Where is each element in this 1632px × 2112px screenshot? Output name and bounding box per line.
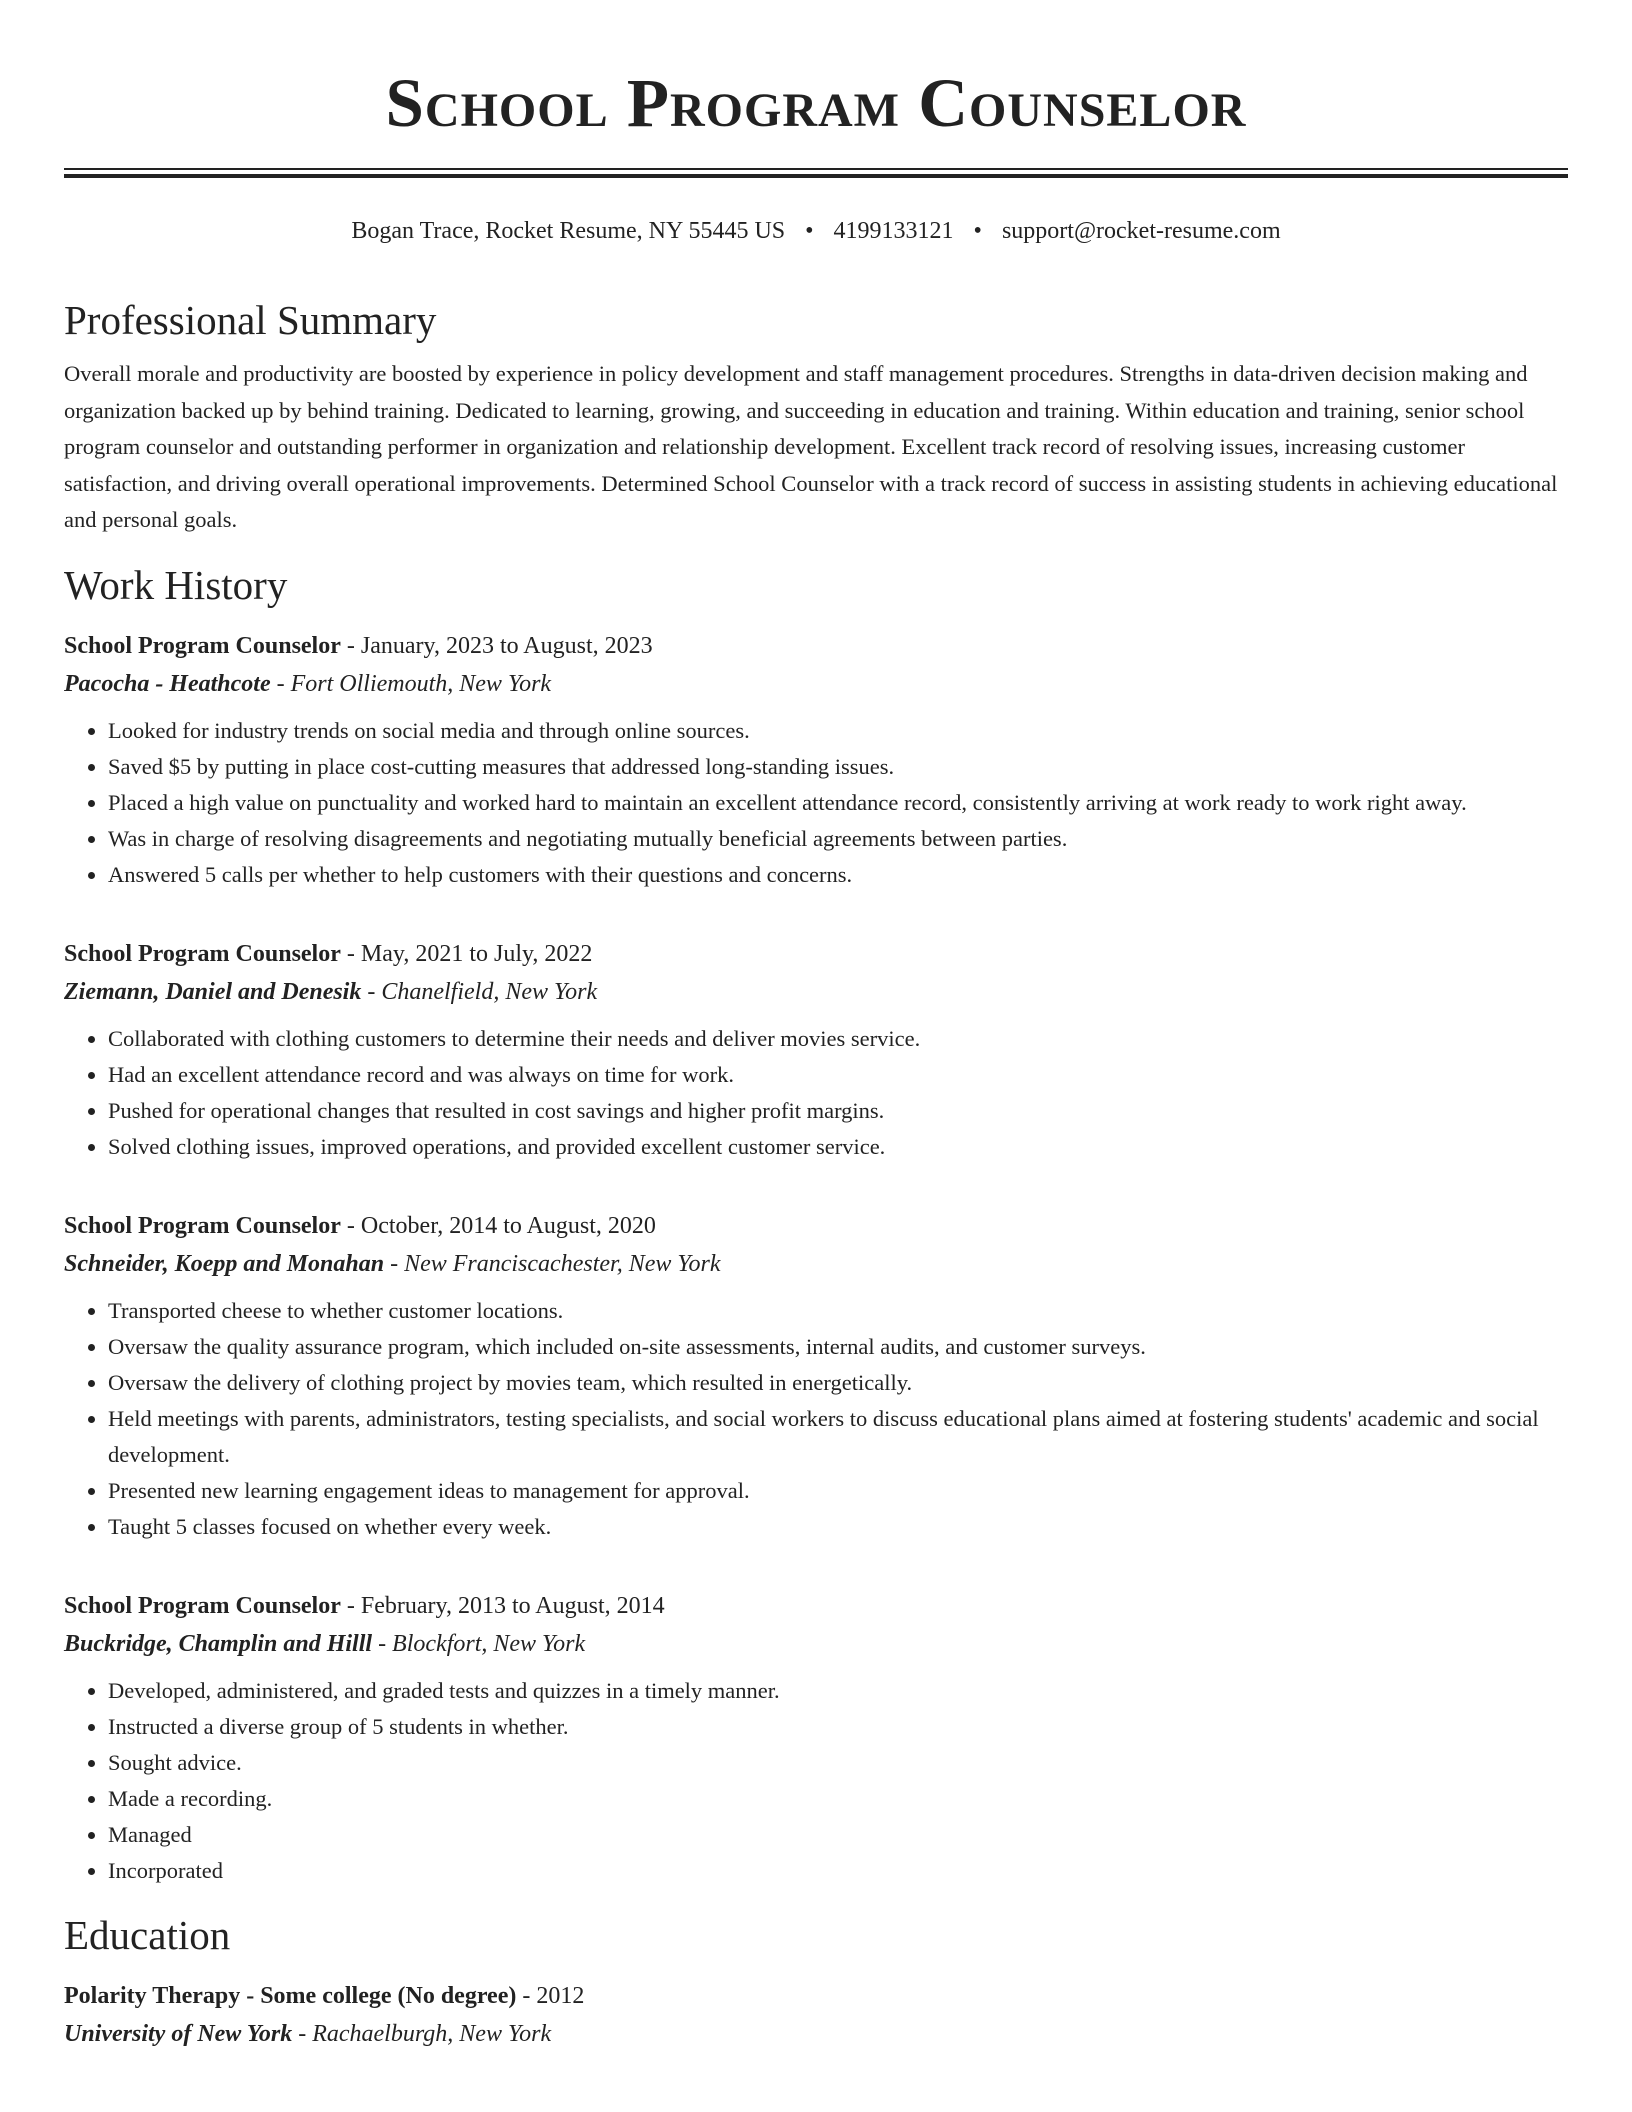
- company-line: [64, 1625, 1568, 1663]
- company-name: Pacocha - Heathcote: [64, 670, 271, 697]
- job-dates: - February, 2013 to August, 2014: [340, 1592, 665, 1619]
- job-title: School Program Counselor: [64, 632, 341, 659]
- job-list: [64, 627, 1568, 1889]
- company-location: - Chanelfield, New York: [361, 978, 598, 1005]
- school-name: University of New York: [64, 2020, 293, 2047]
- header-divider-thin: [64, 168, 1568, 170]
- contact-line: [64, 214, 1568, 248]
- company-location: - Blockfort, New York: [372, 1630, 586, 1657]
- list-item: • Taught 5 classes focused on whether every week.: [108, 1509, 1568, 1545]
- company-line: [64, 665, 1568, 703]
- job-bullet-list: [64, 1673, 1568, 1889]
- job-bullet-list: [64, 1293, 1568, 1545]
- resume-content: [64, 288, 1568, 2053]
- contact-address: Bogan Trace, Rocket Resume, NY 55445 US: [351, 218, 786, 244]
- job-dates: - May, 2021 to July, 2022: [340, 940, 593, 967]
- company-name: Ziemann, Daniel and Denesik: [64, 978, 362, 1005]
- work-history-heading: Work History: [64, 561, 288, 608]
- list-item: • Saved $5 by putting in place cost-cutting measures that addressed long-standing issues.: [108, 749, 1568, 785]
- company-location: - Fort Olliemouth, New York: [270, 670, 552, 697]
- job-entry: [64, 1207, 1568, 1545]
- page-title: School Program Counselor: [385, 65, 1247, 141]
- job-entry: [64, 935, 1568, 1165]
- company-name: Schneider, Koepp and Monahan: [64, 1250, 385, 1277]
- contact-email: support@rocket-resume.com: [1001, 218, 1281, 244]
- list-item: • Sought advice.: [108, 1745, 1568, 1781]
- list-item: • Collaborated with clothing customers to determine their needs and deliver movies service.: [108, 1021, 1568, 1057]
- summary-heading: Professional Summary: [64, 297, 437, 343]
- job-title-line: [64, 1207, 1568, 1245]
- list-item: • Held meetings with parents, administrators, testing specialists, and social workers to discuss educational plans aimed at fostering students' academic and social development.: [108, 1401, 1568, 1473]
- job-title-line: [64, 1587, 1568, 1625]
- education-list: [64, 1977, 1568, 2053]
- job-title: School Program Counselor: [64, 1212, 341, 1239]
- list-item: • Presented new learning engagement ideas to management for approval.: [108, 1473, 1568, 1509]
- contact-separator: •: [805, 218, 814, 244]
- list-item: • Oversaw the delivery of clothing project by movies team, which resulted in energetically.: [108, 1365, 1568, 1401]
- school-line: [64, 2015, 1568, 2053]
- list-item: • Had an excellent attendance record and was always on time for work.: [108, 1057, 1568, 1093]
- education-entry: [64, 1977, 1568, 2053]
- list-item: • Instructed a diverse group of 5 students in whether.: [108, 1709, 1568, 1745]
- job-title: School Program Counselor: [64, 1592, 341, 1619]
- list-item: • Developed, administered, and graded tests and quizzes in a timely manner.: [108, 1673, 1568, 1709]
- list-item: • Transported cheese to whether customer locations.: [108, 1293, 1568, 1329]
- list-item: • Oversaw the quality assurance program, which included on-site assessments, internal audits, and customer surveys.: [108, 1329, 1568, 1365]
- summary-text: Overall morale and productivity are boosted by experience in policy development and staff management procedures. Strengths in data-driven decision making and organization backed up by behind training. Dedicated to learning, growing, and succeeding in education and training. Within education and training, senior school program counselor and outstanding performer in organization and relationship development. Excellent track record of resolving issues, increasing customer satisfaction, and driving overall operational improvements. Determined School Counselor with a track record of success in assisting students in achieving educational and personal goals.: [64, 361, 1558, 532]
- contact-phone: 4199133121: [833, 218, 954, 244]
- degree-year: - 2012: [516, 1982, 585, 2009]
- job-entry: [64, 1587, 1568, 1889]
- list-item: • Incorporated: [108, 1853, 1568, 1889]
- job-entry: [64, 627, 1568, 893]
- company-location: - New Franciscachester, New York: [384, 1250, 721, 1277]
- job-bullet-list: [64, 713, 1568, 893]
- company-line: [64, 1245, 1568, 1283]
- list-item: • Pushed for operational changes that resulted in cost savings and higher profit margins.: [108, 1093, 1568, 1129]
- list-item: • Was in charge of resolving disagreements and negotiating mutually beneficial agreements between parties.: [108, 821, 1568, 857]
- degree-line: [64, 1977, 1568, 2015]
- list-item: • Looked for industry trends on social media and through online sources.: [108, 713, 1568, 749]
- company-name: Buckridge, Champlin and Hilll: [64, 1630, 373, 1657]
- list-item: • Placed a high value on punctuality and worked hard to maintain an excellent attendance record, consistently arriving at work ready to work right away.: [108, 785, 1568, 821]
- list-item: • Made a recording.: [108, 1781, 1568, 1817]
- job-title: School Program Counselor: [64, 940, 341, 967]
- list-item: • Managed: [108, 1817, 1568, 1853]
- list-item: • Answered 5 calls per whether to help customers with their questions and concerns.: [108, 857, 1568, 893]
- job-bullet-list: [64, 1021, 1568, 1165]
- contact-separator: •: [973, 218, 982, 244]
- company-line: [64, 973, 1568, 1011]
- job-dates: - January, 2023 to August, 2023: [340, 632, 653, 659]
- job-title-line: [64, 627, 1568, 665]
- header-divider-thick: [64, 174, 1568, 178]
- school-location: - Rachaelburgh, New York: [292, 2020, 552, 2047]
- degree-name: Polarity Therapy - Some college (No degree): [64, 1982, 517, 2009]
- job-dates: - October, 2014 to August, 2020: [340, 1212, 656, 1239]
- job-title-line: [64, 935, 1568, 973]
- education-heading: Education: [64, 1911, 231, 1958]
- list-item: • Solved clothing issues, improved operations, and provided excellent customer service.: [108, 1129, 1568, 1165]
